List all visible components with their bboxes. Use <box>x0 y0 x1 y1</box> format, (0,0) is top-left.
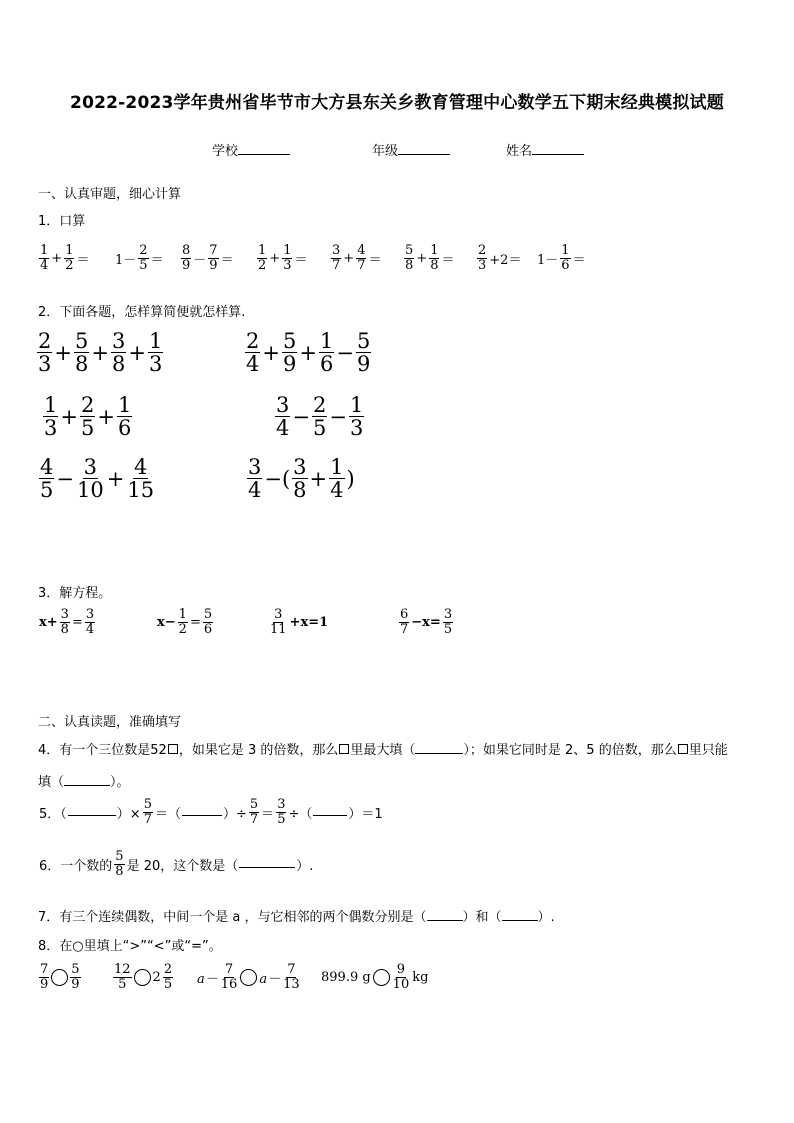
answer-blank[interactable] <box>427 908 463 921</box>
simplify-expr-5: $\frac{4}{5}$ − $\frac{3}{10}$ + $\frac{4}{15}$ <box>40 455 155 503</box>
question-5: 5．（ ）× $\frac{5}{7}$ ＝（ ）÷ $\frac{5}{7}$ ＝ $\frac{3}{5}$ ÷（ ）＝1 <box>39 797 383 827</box>
oral-calc-5: $\frac{3}{7}$ + $\frac{4}{7}$ ＝ <box>332 243 382 273</box>
simplify-expr-1: $\frac{2}{3}$ + $\frac{5}{8}$ + $\frac{3}{8}$ + $\frac{1}{3}$ <box>38 329 163 377</box>
compare-4: 899.9 g $\frac{9}{10}$ kg <box>321 962 429 992</box>
question-8-label: 8．在○里填上“>”“<”或“=”。 <box>38 939 222 954</box>
compare-circle[interactable] <box>373 969 390 986</box>
compare-circle[interactable] <box>51 969 68 986</box>
question-4-line-2: 填（ ）。 <box>38 775 130 790</box>
square-box-icon <box>339 744 349 754</box>
school-label: 学校 <box>212 144 239 159</box>
compare-1: $\frac{7}{9}$ $\frac{5}{9}$ <box>40 962 80 992</box>
question-1-label: 1．口算 <box>38 214 86 229</box>
oral-calc-6: $\frac{5}{8}$ + $\frac{1}{8}$ ＝ <box>405 243 455 273</box>
answer-blank[interactable] <box>68 803 116 816</box>
simplify-expr-4: $\frac{3}{4}$ − $\frac{2}{5}$ − $\frac{1}{3}$ <box>276 393 364 441</box>
question-2-label: 2．下面各题，怎样算简便就怎样算. <box>38 305 246 320</box>
compare-3: a－ $\frac{7}{16}$ a－ $\frac{7}{13}$ <box>197 962 300 992</box>
oral-calc-8: 1－ $\frac{1}{6}$ ＝ <box>537 243 586 273</box>
oral-calc-3: $\frac{8}{9}$ － $\frac{7}{9}$ ＝ <box>182 243 234 273</box>
grade-field[interactable] <box>372 140 450 159</box>
page-title: 2022-2023学年贵州省毕节市大方县东关乡教育管理中心数学五下期末经典模拟试题 <box>70 93 724 113</box>
simplify-expr-6: $\frac{3}{4}$ −( $\frac{3}{8}$ + $\frac{1}{4}$ ) <box>248 455 355 503</box>
oral-calc-4: $\frac{1}{2}$ + $\frac{1}{3}$ ＝ <box>258 243 308 273</box>
compare-circle[interactable] <box>134 969 151 986</box>
square-box-icon <box>168 744 178 754</box>
compare-2: $\frac{12}{5}$ 2 $\frac{2}{5}$ <box>114 962 173 992</box>
section-2-heading: 二、认真读题，准确填写 <box>38 715 182 730</box>
section-1-heading: 一、认真审题，细心计算 <box>38 187 182 202</box>
answer-blank[interactable] <box>182 803 222 816</box>
question-6: 6．一个数的 $\frac{5}{8}$ 是 20，这个数是（ ）. <box>39 849 314 879</box>
question-4-line-1: 4．有一个三位数是52 ，如果它是 3 的倍数，那么 里最大填（ ）；如果它同时是 2、5 的倍数，那么 里只能 <box>38 743 728 758</box>
oral-calc-7: $\frac{2}{3}$ +2＝ <box>478 243 522 273</box>
answer-blank[interactable] <box>415 741 463 754</box>
compare-circle[interactable] <box>240 969 257 986</box>
oral-calc-1: $\frac{1}{4}$ + $\frac{1}{2}$ ＝ <box>40 243 90 273</box>
answer-blank[interactable] <box>502 908 538 921</box>
simplify-expr-2: $\frac{2}{4}$ + $\frac{5}{9}$ + $\frac{1}{6}$ − $\frac{5}{9}$ <box>246 329 371 377</box>
name-field[interactable] <box>506 140 584 159</box>
question-3-label: 3．解方程。 <box>38 586 112 601</box>
oral-calc-2: 1－ $\frac{2}{5}$ ＝ <box>115 243 164 273</box>
school-field[interactable] <box>212 140 290 159</box>
equation-4: $\frac{6}{7}$ −x= $\frac{3}{5}$ <box>400 607 453 637</box>
equation-1: x+ $\frac{3}{8}$ = $\frac{3}{4}$ <box>39 607 95 637</box>
question-7: 7．有三个连续偶数，中间一个是 a ，与它相邻的两个偶数分别是（ ）和（ ）. <box>38 910 555 925</box>
equation-2: x− $\frac{1}{2}$ = $\frac{5}{6}$ <box>157 607 213 637</box>
grade-label: 年级 <box>372 144 399 159</box>
answer-blank[interactable] <box>239 855 295 868</box>
square-box-icon <box>678 744 688 754</box>
equation-3: $\frac{3}{11}$ +x=1 <box>270 607 329 637</box>
answer-blank[interactable] <box>313 803 347 816</box>
name-label: 姓名 <box>506 144 533 159</box>
simplify-expr-3: $\frac{1}{3}$ + $\frac{2}{5}$ + $\frac{1}{6}$ <box>44 393 132 441</box>
answer-blank[interactable] <box>64 773 110 786</box>
